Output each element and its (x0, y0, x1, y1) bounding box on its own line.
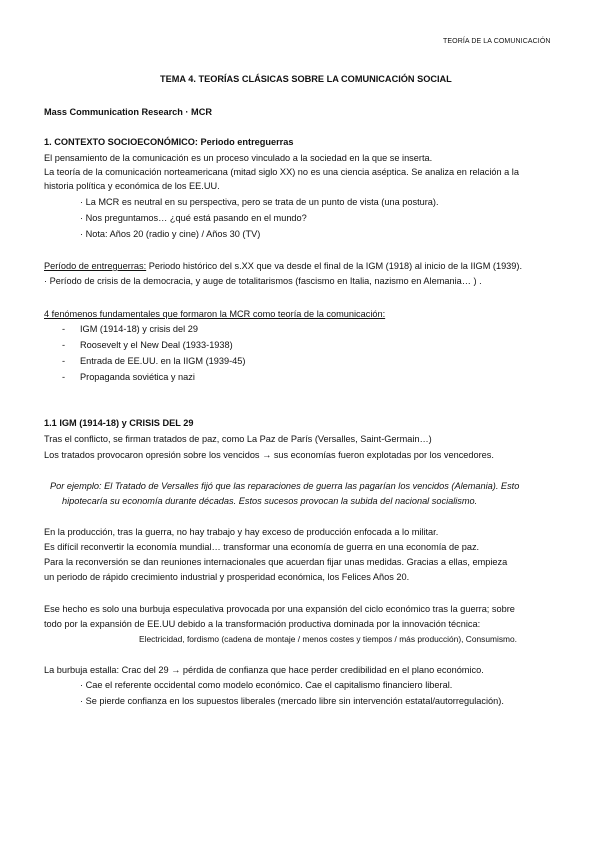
paragraph: todo por la expansión de EE.UU debido a la transformación productiva dominada por la innovación técnica: (44, 619, 481, 629)
list-marker: - (62, 340, 66, 350)
list-item: Entrada de EE.UU. en la IIGM (1939-45) (80, 356, 246, 366)
example-text: Por ejemplo: El Tratado de Versalles fijó que las reparaciones de guerra las pagarían los vencidos (Alemania). Esto (50, 481, 520, 491)
phenomena-heading: 4 fenómenos fundamentales que formaron la MCR como teoría de la comunicación: (44, 309, 386, 319)
bullet-item: · La MCR es neutral en su perspectiva, pero se trata de un punto de vista (una postura). (80, 197, 439, 207)
paragraph: un periodo de rápido crecimiento industrial y prosperidad económica, los Felices Años 20. (44, 572, 410, 582)
list-item: Roosevelt y el New Deal (1933-1938) (80, 340, 233, 350)
page-title: TEMA 4. TEORÍAS CLÁSICAS SOBRE LA COMUNICACIÓN SOCIAL (160, 74, 452, 84)
section-1-heading: 1. CONTEXTO SOCIOECONÓMICO: Periodo entreguerras (44, 137, 294, 147)
paragraph: historia política y económica de los EE.UU. (44, 181, 220, 191)
paragraph: Para la reconversión se dan reuniones internacionales que acuerdan fijar unas medidas. Gracias a ellas, empieza (44, 557, 508, 567)
example-text: hipotecaría su economía durante décadas. Estos sucesos provocan la subida del nacional socialismo. (62, 496, 478, 506)
paragraph: Ese hecho es solo una burbuja especulativa provocada por una expansión del ciclo económico tras la guerra; sobre (44, 604, 515, 614)
section-1-1-heading: 1.1 IGM (1914-18) y CRISIS DEL 29 (44, 418, 194, 428)
list-marker: - (62, 324, 66, 334)
list-marker: - (62, 372, 66, 382)
list-item: Propaganda soviética y nazi (80, 372, 195, 382)
paragraph: En la producción, tras la guerra, no hay trabajo y hay exceso de producción enfocada a lo militar. (44, 527, 439, 537)
period-label: Período de entreguerras: (44, 261, 147, 271)
bullet-item: · Se pierde confianza en los supuestos liberales (mercado libre sin intervención estatal/autorregulación). (80, 696, 504, 706)
paragraph: La teoría de la comunicación norteamericana (mitad siglo XX) no es una ciencia aséptica. Se analiza en relación a la (44, 167, 519, 177)
period-definition (44, 260, 522, 272)
subtitle: Mass Communication Research · MCR (44, 107, 212, 117)
paragraph: Los tratados provocaron opresión sobre los vencidos → sus economías fueron explotadas por los vencedores. (44, 450, 494, 460)
running-header: TEORÍA DE LA COMUNICACIÓN (443, 38, 551, 45)
bullet-item: · Cae el referente occidental como modelo económico. Cae el capitalismo financiero liberal. (80, 680, 453, 690)
period-note: · Período de crisis de la democracia, y auge de totalitarismos (fascismo en Italia, nazismo en Alemania… ) . (44, 276, 482, 286)
paragraph: El pensamiento de la comunicación es un proceso vinculado a la sociedad en la que se inserta. (44, 153, 433, 163)
paragraph: La burbuja estalla: Crac del 29 → pérdida de confianza que hace perder credibilidad en el plano económico. (44, 665, 484, 675)
innovation-list: Electricidad, fordismo (cadena de montaje / menos costes y tiempos / más producción), Consumismo. (139, 634, 517, 644)
list-marker: - (62, 356, 66, 366)
bullet-item: · Nota: Años 20 (radio y cine) / Años 30 (TV) (80, 229, 261, 239)
bullet-item: · Nos preguntamos… ¿qué está pasando en el mundo? (80, 213, 307, 223)
period-text: Periodo histórico del s.XX que va desde el final de la IGM (1918) al inicio de la IIGM (1939). (146, 261, 523, 271)
paragraph: Es difícil reconvertir la economía mundial… transformar una economía de guerra en una economía de paz. (44, 542, 480, 552)
paragraph: Tras el conflicto, se firman tratados de paz, como La Paz de París (Versalles, Saint-Germain…) (44, 434, 432, 444)
list-item: IGM (1914-18) y crisis del 29 (80, 324, 198, 334)
